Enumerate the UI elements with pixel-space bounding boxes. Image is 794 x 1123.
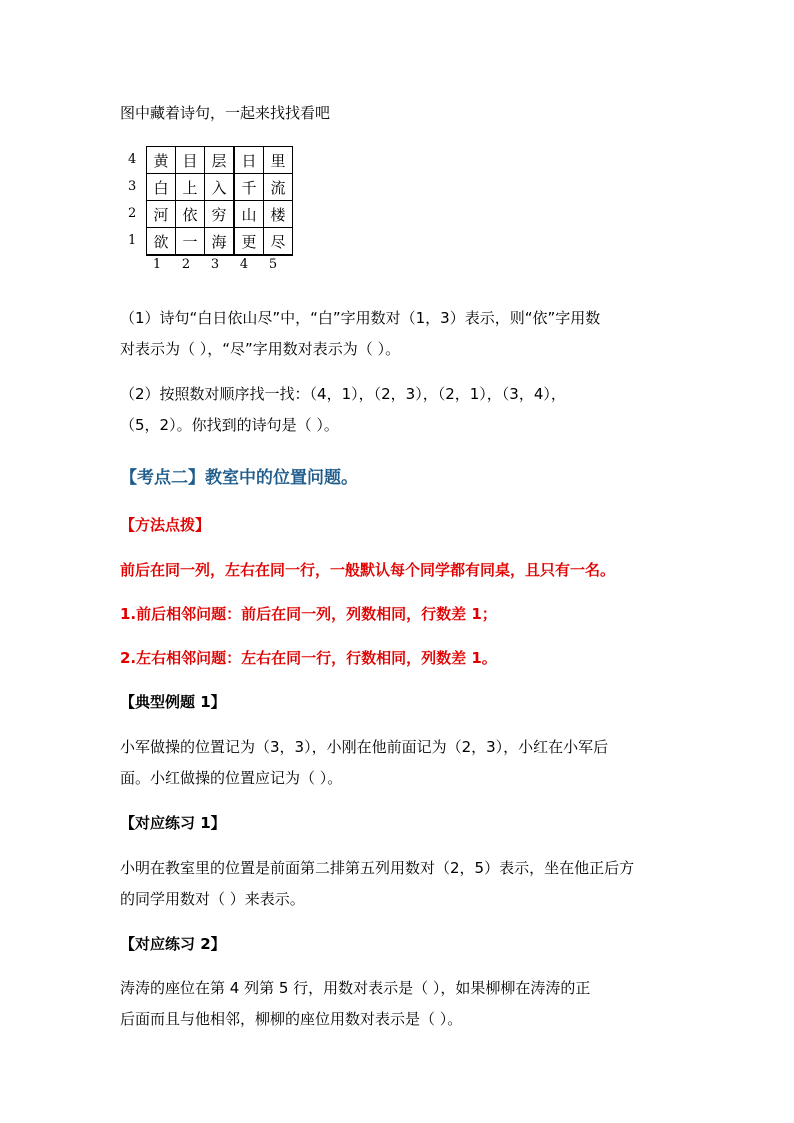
practice-2-line-1: 涛涛的座位在第 4 列第 5 行，用数对表示是（ ），如果柳柳在涛涛的正 bbox=[120, 979, 591, 997]
example-1-line-2: 面。小红做操的位置应记为（ ）。 bbox=[120, 769, 343, 787]
practice-2-heading: 【对应练习 2】 bbox=[120, 935, 226, 953]
grid-cell: 千 bbox=[234, 174, 264, 201]
method-line-3: 2.左右相邻问题：左右在同一行，行数相同，列数差 1。 bbox=[120, 649, 497, 667]
row-label: 3 bbox=[128, 179, 137, 194]
grid-row bbox=[147, 147, 293, 174]
grid-cell: 山 bbox=[234, 201, 264, 228]
grid-cell: 白 bbox=[147, 174, 176, 201]
grid-cell: 海 bbox=[205, 228, 235, 256]
practice-1-line-1: 小明在教室里的位置是前面第二排第五列用数对（2，5）表示，坐在他正后方 bbox=[120, 859, 635, 877]
question-1-line-2: 对表示为（ ），“尽”字用数对表示为（ ）。 bbox=[120, 340, 401, 358]
col-label: 2 bbox=[181, 257, 191, 272]
practice-1-line-2: 的同学用数对（ ）来表示。 bbox=[120, 890, 305, 908]
grid-cell: 依 bbox=[176, 201, 205, 228]
grid-cell: 日 bbox=[234, 147, 264, 174]
col-label: 1 bbox=[152, 257, 162, 272]
example-1-line-1: 小军做操的位置记为（3，3），小刚在他前面记为（2，3），小红在小军后 bbox=[120, 738, 609, 756]
grid-cell: 层 bbox=[205, 147, 235, 174]
question-1-line-1: （1）诗句“白日依山尽”中，“白”字用数对（1，3）表示，则“依”字用数 bbox=[120, 309, 601, 327]
section-2-title: 【考点二】教室中的位置问题。 bbox=[120, 468, 358, 488]
method-line-2: 1.前后相邻问题：前后在同一列，列数相同，行数差 1； bbox=[120, 605, 497, 623]
col-label: 5 bbox=[268, 257, 278, 272]
grid-cell: 欲 bbox=[147, 228, 176, 256]
grid-row bbox=[147, 174, 293, 201]
row-label: 4 bbox=[128, 152, 137, 167]
grid-cell: 黄 bbox=[147, 147, 176, 174]
grid-cell: 一 bbox=[176, 228, 205, 256]
grid-row bbox=[147, 228, 293, 256]
grid-cell: 尽 bbox=[264, 228, 293, 256]
grid-cell: 上 bbox=[176, 174, 205, 201]
grid-cell: 更 bbox=[234, 228, 264, 256]
question-2-line-2: （5，2）。你找到的诗句是（ ）。 bbox=[120, 416, 339, 434]
grid-cell: 穷 bbox=[205, 201, 235, 228]
practice-1-heading: 【对应练习 1】 bbox=[120, 814, 226, 832]
method-heading: 【方法点拨】 bbox=[120, 516, 211, 534]
grid-cell: 流 bbox=[264, 174, 293, 201]
question-2-line-1: （2）按照数对顺序找一找：（4，1），（2，3），（2，1），（3，4）， bbox=[120, 385, 566, 403]
intro-text: 图中藏着诗句，一起来找找看吧 bbox=[120, 104, 331, 122]
row-label: 2 bbox=[128, 206, 137, 221]
grid-cell: 入 bbox=[205, 174, 235, 201]
practice-2-line-2: 后面而且与他相邻，柳柳的座位用数对表示是（ ）。 bbox=[120, 1010, 463, 1028]
example-1-heading: 【典型例题 1】 bbox=[120, 693, 226, 711]
grid-cell: 河 bbox=[147, 201, 176, 228]
grid-cell: 目 bbox=[176, 147, 205, 174]
grid-row bbox=[147, 201, 293, 228]
grid-cell: 楼 bbox=[264, 201, 293, 228]
col-label: 4 bbox=[239, 257, 249, 272]
poem-grid bbox=[146, 146, 293, 256]
method-line-1: 前后在同一列，左右在同一行，一般默认每个同学都有同桌，且只有一名。 bbox=[120, 561, 616, 579]
grid-cell: 里 bbox=[264, 147, 293, 174]
row-label: 1 bbox=[128, 233, 137, 248]
col-label: 3 bbox=[210, 257, 220, 272]
